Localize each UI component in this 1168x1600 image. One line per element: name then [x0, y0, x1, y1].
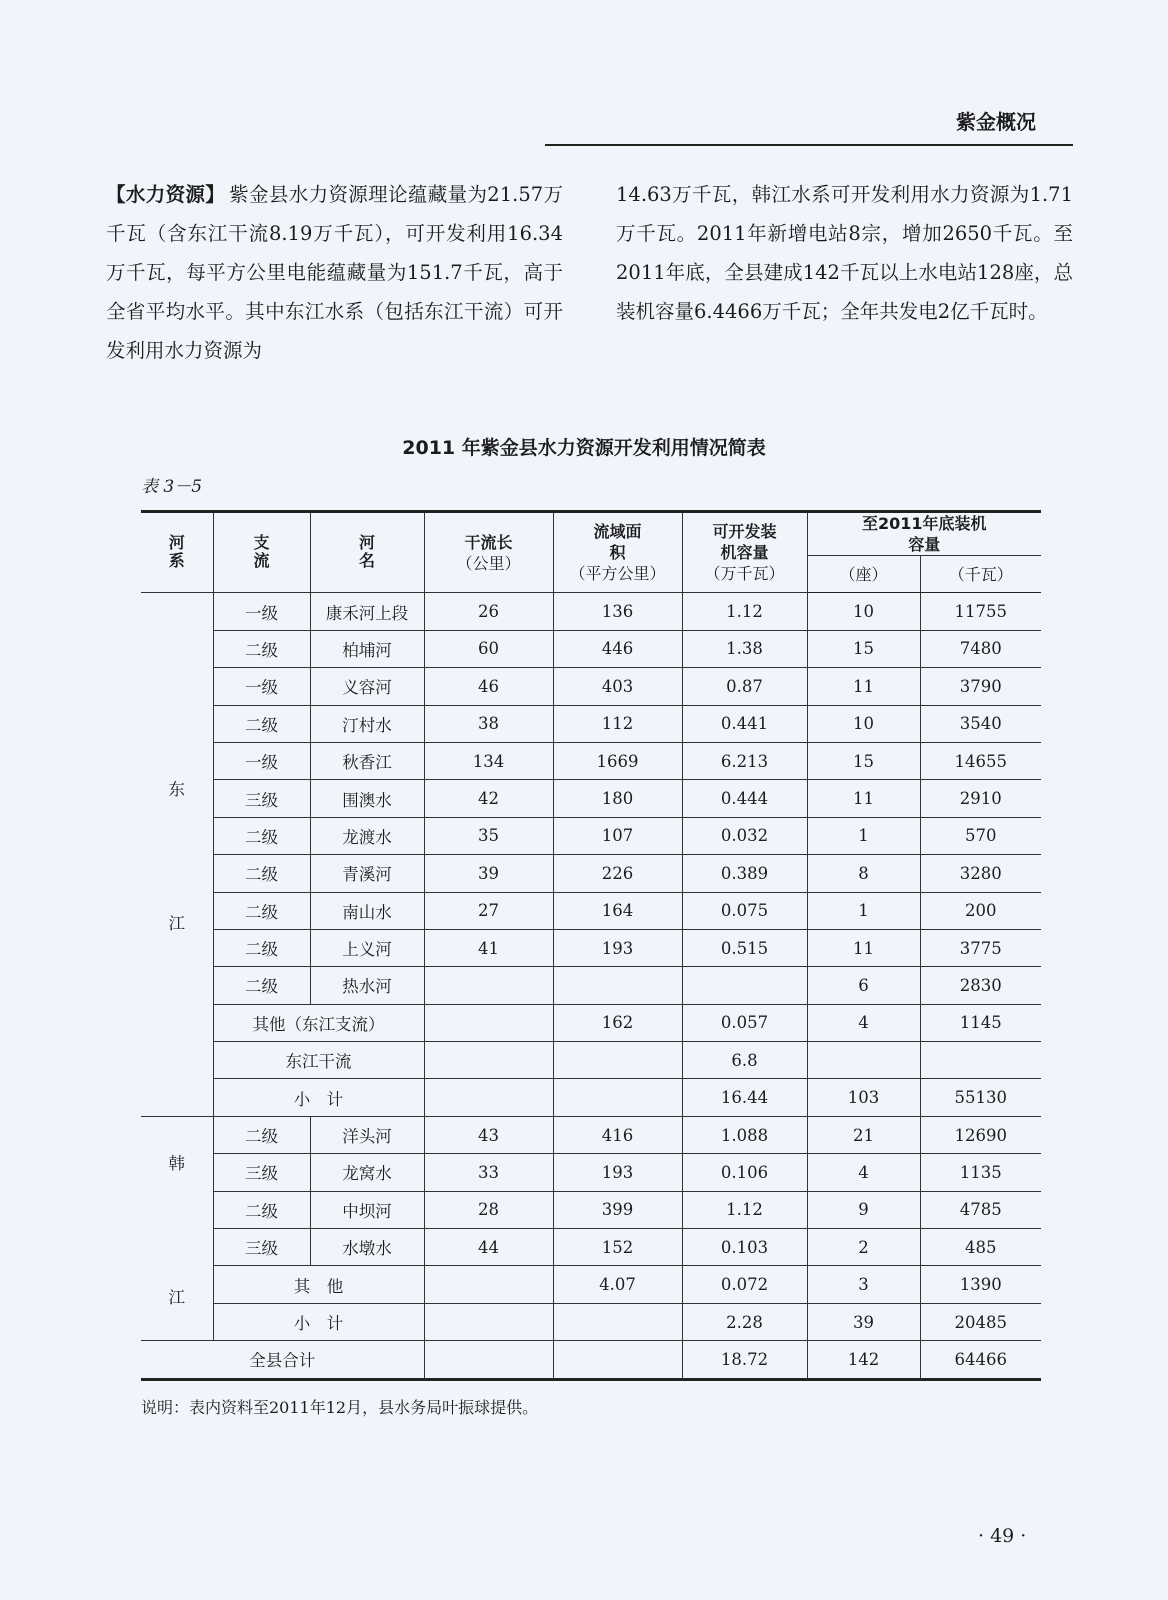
cell-tributary-level: 二级	[213, 630, 310, 667]
table-title: 2011 年紫金县水力资源开发利用情况简表	[402, 437, 766, 459]
cell-area: 416	[553, 1116, 682, 1153]
cell-river-name: 柏埔河	[310, 630, 424, 667]
header-area-unit: （平方公里）	[569, 564, 666, 584]
cell-total-label: 全县合计	[141, 1341, 424, 1379]
table-row	[141, 668, 1041, 705]
cell-stations: 8	[807, 855, 920, 892]
table-row	[141, 630, 1041, 667]
cell-kw: 12690	[920, 1116, 1041, 1153]
cell-length: 33	[424, 1154, 553, 1191]
cell-kw: 3790	[920, 668, 1041, 705]
header-system: 河系	[141, 512, 213, 593]
table-row-other	[141, 1004, 1041, 1041]
cell-river-name: 义容河	[310, 668, 424, 705]
cell-row-label: 其他（东江支流）	[213, 1004, 424, 1041]
cell-capacity: 0.057	[682, 1004, 807, 1041]
header-capacity-label: 可开发装机容量	[712, 522, 777, 563]
cell-capacity: 18.72	[682, 1341, 807, 1379]
header-kw-unit: （千瓦）	[920, 556, 1041, 593]
cell-length: 38	[424, 705, 553, 742]
cell-tributary-level: 二级	[213, 1116, 310, 1153]
cell-stations: 10	[807, 593, 920, 630]
river-system-label: 韩	[168, 1153, 185, 1173]
table-row-total	[141, 1341, 1041, 1379]
cell-kw: 3280	[920, 855, 1041, 892]
header-area-label: 流域面积	[593, 522, 642, 563]
cell-area: 226	[553, 855, 682, 892]
cell-kw: 3540	[920, 705, 1041, 742]
cell-kw: 1390	[920, 1266, 1041, 1303]
cell-kw	[920, 1042, 1041, 1079]
cell-row-label: 东江干流	[213, 1042, 424, 1079]
cell-length	[424, 1266, 553, 1303]
cell-length: 41	[424, 929, 553, 966]
cell-length	[424, 1079, 553, 1116]
cell-length: 27	[424, 892, 553, 929]
cell-tributary-level: 三级	[213, 780, 310, 817]
cell-kw: 20485	[920, 1303, 1041, 1340]
cell-kw: 2910	[920, 780, 1041, 817]
cell-kw: 55130	[920, 1079, 1041, 1116]
table-row	[141, 705, 1041, 742]
cell-area: 446	[553, 630, 682, 667]
cell-kw: 1145	[920, 1004, 1041, 1041]
cell-stations: 1	[807, 892, 920, 929]
hydro-resource-table	[141, 510, 1041, 1381]
cell-row-label: 小 计	[213, 1079, 424, 1116]
cell-capacity: 2.28	[682, 1303, 807, 1340]
cell-kw: 200	[920, 892, 1041, 929]
cell-capacity: 0.444	[682, 780, 807, 817]
cell-capacity: 0.103	[682, 1229, 807, 1266]
cell-capacity: 1.38	[682, 630, 807, 667]
header-length-label: 干流长	[464, 532, 513, 552]
header-length	[424, 512, 553, 593]
cell-length	[424, 1042, 553, 1079]
cell-stations: 6	[807, 967, 920, 1004]
cell-tributary-level: 二级	[213, 1191, 310, 1228]
cell-area: 136	[553, 593, 682, 630]
cell-river-name: 中坝河	[310, 1191, 424, 1228]
cell-stations: 142	[807, 1341, 920, 1379]
paragraph-tag: 【水力资源】	[106, 183, 226, 206]
cell-kw: 11755	[920, 593, 1041, 630]
cell-kw: 14655	[920, 742, 1041, 779]
cell-area: 112	[553, 705, 682, 742]
cell-capacity	[682, 967, 807, 1004]
cell-capacity: 1.12	[682, 1191, 807, 1228]
cell-stations: 10	[807, 705, 920, 742]
cell-capacity: 6.213	[682, 742, 807, 779]
cell-kw: 7480	[920, 630, 1041, 667]
cell-river-name: 上义河	[310, 929, 424, 966]
cell-tributary-level: 二级	[213, 855, 310, 892]
cell-capacity: 1.088	[682, 1116, 807, 1153]
header-tributary: 支流	[213, 512, 310, 593]
header-length-unit: （公里）	[456, 553, 521, 573]
table-header-row	[141, 512, 1041, 556]
cell-tributary-level: 二级	[213, 892, 310, 929]
cell-kw: 570	[920, 817, 1041, 854]
cell-area	[553, 967, 682, 1004]
cell-tributary-level: 二级	[213, 817, 310, 854]
cell-river-name: 青溪河	[310, 855, 424, 892]
cell-stations: 2	[807, 1229, 920, 1266]
page-number: · 49 ·	[978, 1525, 1027, 1547]
table-row-subtotal	[141, 1079, 1041, 1116]
cell-row-label: 其 他	[213, 1266, 424, 1303]
cell-tributary-level: 二级	[213, 967, 310, 1004]
table-row	[141, 855, 1041, 892]
section-title: 紫金概况	[956, 110, 1036, 134]
cell-capacity: 0.072	[682, 1266, 807, 1303]
river-system-label: 江	[168, 913, 185, 933]
cell-length: 28	[424, 1191, 553, 1228]
cell-length: 43	[424, 1116, 553, 1153]
cell-length	[424, 967, 553, 1004]
river-system-label: 东	[168, 779, 185, 799]
header-capacity-unit: （万千瓦）	[704, 564, 785, 584]
cell-capacity: 0.032	[682, 817, 807, 854]
cell-area: 193	[553, 1154, 682, 1191]
cell-length: 26	[424, 593, 553, 630]
cell-tributary-level: 三级	[213, 1229, 310, 1266]
river-system-label: 江	[168, 1287, 185, 1307]
cell-capacity: 0.389	[682, 855, 807, 892]
cell-tributary-level: 一级	[213, 668, 310, 705]
cell-tributary-level: 二级	[213, 705, 310, 742]
cell-river-name: 龙渡水	[310, 817, 424, 854]
cell-area: 164	[553, 892, 682, 929]
cell-length: 35	[424, 817, 553, 854]
cell-kw: 485	[920, 1229, 1041, 1266]
river-system-hanjiang	[141, 1116, 213, 1340]
cell-river-name: 龙窝水	[310, 1154, 424, 1191]
table-row-mainstream	[141, 1042, 1041, 1079]
cell-area: 180	[553, 780, 682, 817]
table-row	[141, 1229, 1041, 1266]
cell-stations: 21	[807, 1116, 920, 1153]
cell-capacity: 6.8	[682, 1042, 807, 1079]
cell-stations: 9	[807, 1191, 920, 1228]
cell-length	[424, 1303, 553, 1340]
cell-length: 44	[424, 1229, 553, 1266]
cell-kw: 3775	[920, 929, 1041, 966]
table-note: 说明：表内资料至2011年12月，县水务局叶振球提供。	[141, 1398, 539, 1417]
cell-area: 107	[553, 817, 682, 854]
cell-area	[553, 1303, 682, 1340]
cell-length: 134	[424, 742, 553, 779]
cell-stations: 11	[807, 929, 920, 966]
cell-stations: 11	[807, 668, 920, 705]
cell-tributary-level: 二级	[213, 929, 310, 966]
paragraph-left-column	[106, 175, 563, 370]
cell-length	[424, 1341, 553, 1379]
cell-area: 162	[553, 1004, 682, 1041]
cell-length: 39	[424, 855, 553, 892]
cell-river-name: 康禾河上段	[310, 593, 424, 630]
table-row	[141, 967, 1041, 1004]
table-row	[141, 929, 1041, 966]
cell-kw: 4785	[920, 1191, 1041, 1228]
cell-length: 60	[424, 630, 553, 667]
table-row	[141, 1191, 1041, 1228]
cell-river-name: 南山水	[310, 892, 424, 929]
table-row	[141, 1154, 1041, 1191]
cell-tributary-level: 三级	[213, 1154, 310, 1191]
table-row	[141, 742, 1041, 779]
cell-area: 403	[553, 668, 682, 705]
paragraph-right-column	[616, 175, 1073, 331]
cell-stations: 103	[807, 1079, 920, 1116]
cell-area: 1669	[553, 742, 682, 779]
cell-stations: 39	[807, 1303, 920, 1340]
cell-stations: 11	[807, 780, 920, 817]
cell-stations: 4	[807, 1004, 920, 1041]
header-stations-unit: （座）	[807, 556, 920, 593]
cell-stations: 1	[807, 817, 920, 854]
paragraph-right-text: 14.63万千瓦，韩江水系可开发利用水力资源为1.71万千瓦。2011年新增电站8宗，增加2650千瓦。至2011年底，全县建成142千瓦以上水电站128座，总装机容量6.4466万千瓦；全年共发电2亿千瓦时。	[616, 183, 1073, 323]
cell-capacity: 0.515	[682, 929, 807, 966]
table-row	[141, 780, 1041, 817]
cell-stations: 3	[807, 1266, 920, 1303]
header-river-name: 河名	[310, 512, 424, 593]
header-divider	[545, 144, 1073, 146]
cell-length: 42	[424, 780, 553, 817]
header-capacity	[682, 512, 807, 593]
header-area	[553, 512, 682, 593]
cell-stations: 15	[807, 630, 920, 667]
cell-kw: 1135	[920, 1154, 1041, 1191]
cell-area: 399	[553, 1191, 682, 1228]
cell-length: 46	[424, 668, 553, 705]
cell-kw: 64466	[920, 1341, 1041, 1379]
cell-length	[424, 1004, 553, 1041]
cell-area	[553, 1341, 682, 1379]
cell-river-name: 秋香江	[310, 742, 424, 779]
cell-capacity: 0.106	[682, 1154, 807, 1191]
cell-tributary-level: 一级	[213, 593, 310, 630]
table-row	[141, 892, 1041, 929]
cell-stations: 4	[807, 1154, 920, 1191]
cell-river-name: 围澳水	[310, 780, 424, 817]
table-row-other	[141, 1266, 1041, 1303]
cell-area: 193	[553, 929, 682, 966]
table-row	[141, 817, 1041, 854]
cell-area	[553, 1079, 682, 1116]
river-system-dongjiang	[141, 593, 213, 1116]
cell-capacity: 0.441	[682, 705, 807, 742]
cell-tributary-level: 一级	[213, 742, 310, 779]
cell-capacity: 0.075	[682, 892, 807, 929]
cell-kw: 2830	[920, 967, 1041, 1004]
cell-river-name: 洋头河	[310, 1116, 424, 1153]
table-row	[141, 1116, 1041, 1153]
cell-area	[553, 1042, 682, 1079]
cell-river-name: 水墩水	[310, 1229, 424, 1266]
cell-capacity: 0.87	[682, 668, 807, 705]
cell-area: 4.07	[553, 1266, 682, 1303]
table-row-subtotal	[141, 1303, 1041, 1340]
cell-stations	[807, 1042, 920, 1079]
cell-capacity: 1.12	[682, 593, 807, 630]
cell-river-name: 热水河	[310, 967, 424, 1004]
table-number: 表 3－5	[141, 477, 203, 497]
cell-stations: 15	[807, 742, 920, 779]
table-row	[141, 593, 1041, 630]
cell-area: 152	[553, 1229, 682, 1266]
cell-river-name: 汀村水	[310, 705, 424, 742]
cell-row-label: 小 计	[213, 1303, 424, 1340]
paragraph-left-text: 紫金县水力资源理论蕴藏量为21.57万千瓦（含东江干流8.19万千瓦），可开发利用16.34万千瓦，每平方公里电能蕴藏量为151.7千瓦，高于全省平均水平。其中东江水系（包括东江干流）可开发利用水力资源为	[106, 183, 563, 362]
header-installed: 至2011年底装机容量	[807, 512, 1041, 556]
cell-capacity: 16.44	[682, 1079, 807, 1116]
